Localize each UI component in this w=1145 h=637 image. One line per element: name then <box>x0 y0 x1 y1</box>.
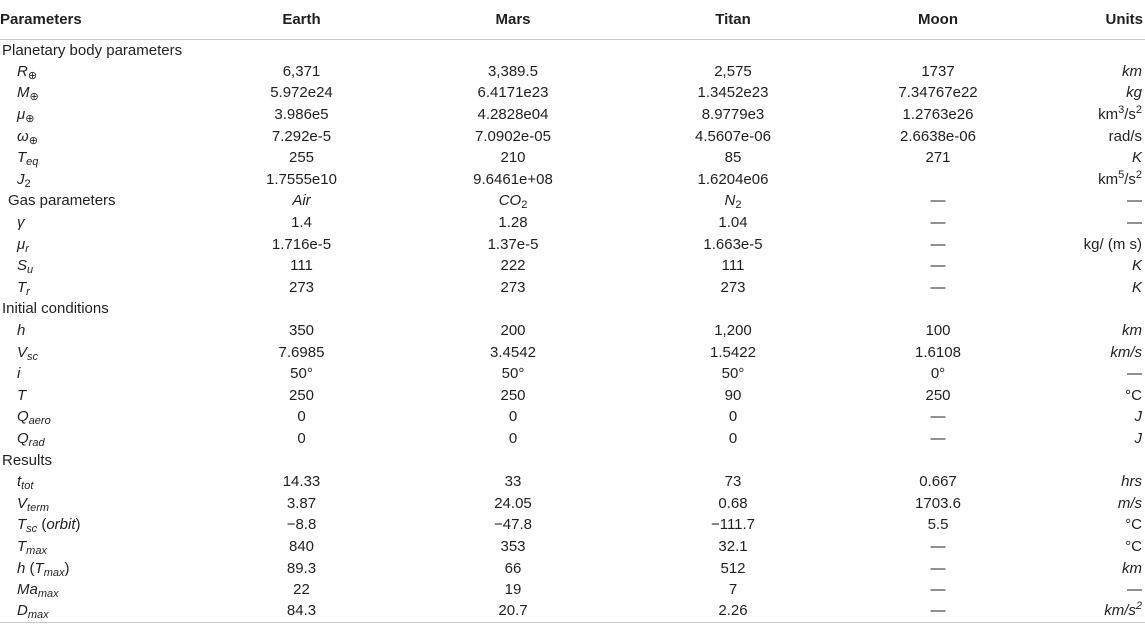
earth-cell: 22 <box>293 581 310 599</box>
earth-cell: Air <box>292 192 311 210</box>
param-cell: $S_u$ <box>17 257 34 277</box>
section-row <box>0 298 1145 320</box>
mars-cell: 200 <box>500 322 526 340</box>
earth-cell: 1.716e-5 <box>271 235 332 253</box>
moon-cell: — <box>930 214 946 232</box>
table-row <box>0 406 1145 428</box>
unit-cell: — <box>1127 214 1142 232</box>
titan-cell: 7 <box>728 581 738 599</box>
moon-cell: — <box>930 278 946 296</box>
mars-cell: 222 <box>500 257 526 275</box>
unit-cell: $km/s^2$ <box>1043 600 1145 622</box>
table-row <box>0 579 1145 601</box>
unit-cell: hrs <box>1121 473 1142 491</box>
moon-cell: 1.2763e26 <box>902 106 974 124</box>
unit-cell: K <box>1131 257 1142 275</box>
moon-cell: — <box>930 581 946 599</box>
unit-cell: J <box>1134 408 1142 426</box>
param-cell: $T_r$ <box>17 278 30 298</box>
moon-cell: 250 <box>925 386 951 404</box>
mars-cell: 20.7 <box>393 600 633 622</box>
titan-cell: 90 <box>724 386 742 404</box>
earth-cell: 350 <box>288 322 315 340</box>
earth-cell: 1.4 <box>291 214 312 232</box>
unit-cell: kg <box>1126 84 1142 102</box>
table-row <box>0 320 1145 342</box>
titan-cell: $N_2$ <box>724 192 742 212</box>
table-row <box>0 61 1145 83</box>
param-cell: $t_{tot}$ <box>17 473 34 493</box>
titan-cell: 32.1 <box>718 537 748 555</box>
param-cell: $V_{sc}$ <box>17 343 39 363</box>
table-row <box>0 125 1145 147</box>
moon-cell <box>833 169 1043 191</box>
earth-cell: 3.87 <box>286 494 317 512</box>
unit-cell: rad/s <box>1108 127 1142 145</box>
table-row <box>0 363 1145 385</box>
mars-cell: 3.4542 <box>490 343 536 361</box>
earth-cell: 0 <box>297 429 306 447</box>
titan-cell: 1.6204e06 <box>697 170 769 188</box>
titan-cell: 1.5422 <box>710 343 756 361</box>
unit-cell: — <box>1127 581 1142 599</box>
titan-cell: 273 <box>720 278 746 296</box>
titan-cell: 1.04 <box>718 214 748 232</box>
mars-cell: 19 <box>504 581 522 599</box>
param-cell: γ <box>17 214 25 232</box>
table-row <box>0 82 1145 104</box>
titan-cell: 111 <box>721 257 745 275</box>
mars-cell: 6.4171e23 <box>477 84 549 102</box>
titan-cell: 0 <box>728 429 738 447</box>
titan-cell: 1.663e-5 <box>703 235 763 253</box>
unit-cell: °C <box>1125 537 1142 555</box>
table-row <box>0 428 1145 450</box>
param-cell: T <box>17 386 27 404</box>
param-cell: h <box>17 322 26 340</box>
mars-cell: 210 <box>500 149 526 167</box>
mars-cell: 0 <box>508 408 518 426</box>
mars-cell: 66 <box>504 559 522 577</box>
moon-cell: — <box>930 257 946 275</box>
titan-cell: 1,200 <box>714 322 752 340</box>
unit-cell: m/s <box>1117 494 1142 512</box>
header-earth: Earth <box>210 0 393 39</box>
unit-cell: km/s <box>1110 343 1142 361</box>
mars-cell: 4.2828e04 <box>477 106 549 124</box>
table-row <box>0 147 1145 169</box>
titan-cell: 512 <box>720 559 746 577</box>
mars-cell: 1.37e-5 <box>487 235 539 253</box>
earth-cell: 3.986e5 <box>274 106 329 124</box>
table-row <box>0 104 1145 126</box>
param-cell: $T_{max}$ <box>17 537 47 557</box>
titan-cell: −111.7 <box>710 516 756 534</box>
earth-cell: 14.33 <box>282 473 321 491</box>
table-row <box>0 557 1145 579</box>
unit-cell: km <box>1122 322 1142 340</box>
mars-cell: 3,389.5 <box>487 62 539 80</box>
unit-cell: km <box>1122 559 1142 577</box>
titan-cell: 8.9779e3 <box>701 106 765 124</box>
earth-cell: 255 <box>288 149 315 167</box>
unit-cell: $km^5/s^2$ <box>1098 168 1142 188</box>
titan-cell: 4.5607e-06 <box>695 127 771 145</box>
moon-cell: — <box>930 408 946 426</box>
titan-cell: 0 <box>728 408 738 426</box>
header-row <box>0 0 1145 39</box>
titan-cell: 1.3452e23 <box>697 84 769 102</box>
mars-cell: 1.28 <box>498 214 528 232</box>
earth-cell: 111 <box>290 257 313 275</box>
header-titan: Titan <box>633 0 833 39</box>
mars-cell: 250 <box>500 386 526 404</box>
param-cell: $\mu_\oplus$ <box>17 106 35 126</box>
table-row <box>0 600 1145 622</box>
table-row <box>0 169 1145 191</box>
section-initial: Initial conditions <box>2 300 109 318</box>
moon-cell: — <box>930 429 946 447</box>
param-cell: $V_{term}$ <box>17 494 50 514</box>
section-row <box>0 39 1145 61</box>
earth-cell: 273 <box>288 278 315 296</box>
param-cell: $D_{max}$ <box>0 600 210 622</box>
moon-cell: 5.5 <box>927 516 949 534</box>
param-cell: i <box>17 365 21 383</box>
param-cell: $M_\oplus$ <box>17 84 39 104</box>
titan-cell: 2.26 <box>633 600 833 622</box>
mars-cell: 9.6461e+08 <box>473 170 553 188</box>
titan-cell: 73 <box>724 473 742 491</box>
header-moon: Moon <box>833 0 1043 39</box>
header-mars: Mars <box>393 0 633 39</box>
section-planetary: Planetary body parameters <box>2 41 183 59</box>
unit-cell: °C <box>1125 386 1142 404</box>
earth-cell: 1.7555e10 <box>266 170 337 188</box>
param-cell: $Q_{aero}$ <box>17 408 51 428</box>
titan-cell: 0.68 <box>718 494 748 512</box>
earth-cell: 84.3 <box>210 600 393 622</box>
table-row <box>0 255 1145 277</box>
unit-cell: K <box>1131 149 1142 167</box>
mars-cell: $CO_2$ <box>498 192 528 212</box>
param-cell: $Q_{rad}$ <box>17 429 45 449</box>
moon-cell: 100 <box>925 322 951 340</box>
table-row <box>0 212 1145 234</box>
mars-cell: 273 <box>500 278 526 296</box>
param-cell: $\omega_\oplus$ <box>17 127 38 147</box>
moon-cell: 0.667 <box>919 473 957 491</box>
earth-cell: 0 <box>297 408 306 426</box>
moon-cell: — <box>930 537 946 555</box>
titan-cell: 85 <box>724 149 742 167</box>
earth-cell: 840 <box>288 537 315 555</box>
unit-cell: km <box>1122 62 1142 80</box>
earth-cell: 5.972e24 <box>270 84 333 102</box>
unit-cell: — <box>1127 192 1142 210</box>
param-cell: $T_{sc}$ (orbit) <box>17 516 81 536</box>
table-row <box>0 514 1145 536</box>
param-cell: $R_\oplus$ <box>17 62 38 82</box>
mars-cell: 24.05 <box>494 494 532 512</box>
mars-cell: 50° <box>501 365 525 383</box>
table-row <box>0 341 1145 363</box>
earth-cell: −8.8 <box>286 516 317 534</box>
unit-cell: K <box>1131 278 1142 296</box>
param-cell: $T_{eq}$ <box>17 149 39 169</box>
mars-cell: 7.0902e-05 <box>475 127 551 145</box>
moon-cell: — <box>930 192 946 210</box>
unit-cell: — <box>1127 365 1142 383</box>
table-row <box>0 471 1145 493</box>
earth-cell: 89.3 <box>286 559 317 577</box>
earth-cell: 7.292e-5 <box>271 127 332 145</box>
table-row <box>0 277 1145 299</box>
header-parameters: Parameters <box>0 0 210 39</box>
moon-cell: — <box>930 559 946 577</box>
table-row <box>0 190 1145 212</box>
moon-cell: — <box>833 600 1043 622</box>
table-row <box>0 233 1145 255</box>
unit-cell: $km^3/s^2$ <box>1098 104 1142 124</box>
earth-cell: 7.6985 <box>278 343 325 361</box>
unit-cell: J <box>1134 429 1142 447</box>
moon-cell: — <box>930 235 946 253</box>
moon-cell: 1703.6 <box>915 494 961 512</box>
moon-cell: 2.6638e-06 <box>900 127 976 145</box>
param-cell: $\mu_r$ <box>17 235 29 255</box>
earth-cell: 50° <box>290 365 313 383</box>
unit-cell: kg/ (m s) <box>1083 235 1142 253</box>
titan-cell: 2,575 <box>714 62 752 80</box>
earth-cell: 250 <box>288 386 315 404</box>
param-cell: $Ma_{max}$ <box>17 581 59 601</box>
unit-cell: °C <box>1125 516 1142 534</box>
moon-cell: 0° <box>930 365 946 383</box>
mars-cell: 353 <box>500 537 526 555</box>
mars-cell: −47.8 <box>494 516 532 534</box>
param-cell: h $(T_{max})$ <box>17 559 70 579</box>
moon-cell: 7.34767e22 <box>898 84 978 102</box>
mars-cell: 0 <box>508 429 518 447</box>
titan-cell: 50° <box>721 365 745 383</box>
section-row <box>0 449 1145 471</box>
moon-cell: 271 <box>925 149 951 167</box>
table-row <box>0 536 1145 558</box>
section-results: Results <box>2 451 53 469</box>
moon-cell: 1.6108 <box>915 343 961 361</box>
table-row <box>0 385 1145 407</box>
header-units: Units <box>1043 0 1145 39</box>
mars-cell: 33 <box>504 473 522 491</box>
earth-cell: 6,371 <box>282 62 321 80</box>
section-gas: Gas parameters <box>8 192 116 210</box>
param-cell: $J_2$ <box>17 170 31 190</box>
moon-cell: 1737 <box>921 62 955 80</box>
table-row <box>0 492 1145 514</box>
